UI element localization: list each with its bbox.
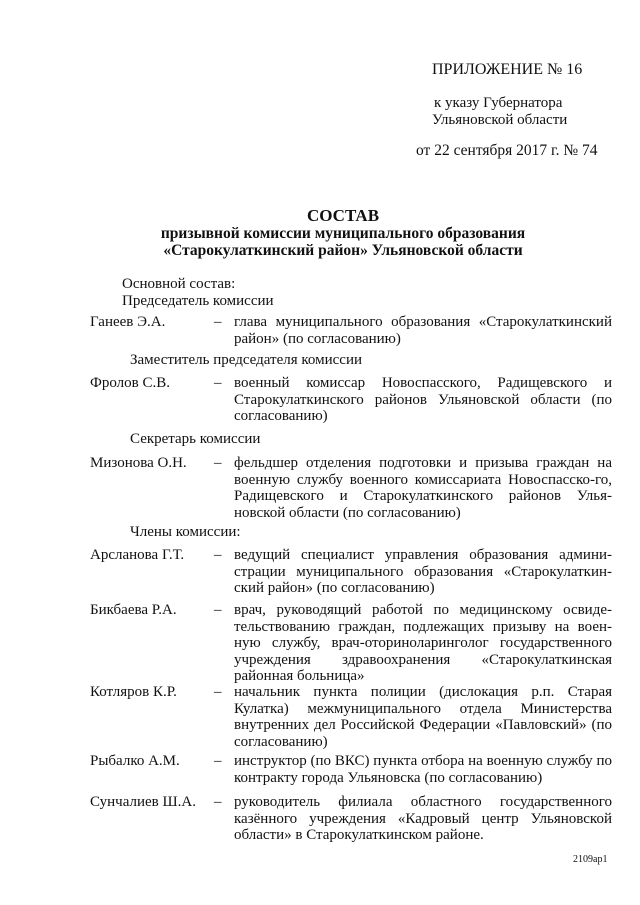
appendix-title: ПРИЛОЖЕНИЕ № 16 bbox=[432, 61, 583, 78]
member-name: Котляров К.Р. bbox=[90, 684, 177, 700]
member-position: врач, руководящий работой по медицинскому освиде-тельствованию граждан, подлежащих призыву на воен-ную службу, врач-оториноларинголог государственного учреждения здравоохранения «Старокулаткинская районная больница» bbox=[234, 602, 612, 685]
member-name: Фролов С.В. bbox=[90, 375, 170, 391]
section-chairman: Председатель комиссии bbox=[122, 293, 274, 309]
entry-dash: – bbox=[214, 547, 222, 563]
entry-dash: – bbox=[214, 753, 222, 769]
footer-document-code: 2109ap1 bbox=[573, 854, 608, 865]
member-position: инструктор (по ВКС) пункта отбора на военную службу по контракту города Ульяновска (по согласованию) bbox=[234, 753, 612, 786]
member-position: начальник пункта полиции (дислокация р.п. Старая Кулатка) межмуниципального отдела Министерства внутренних дел Российской Федерации «Павловский» (по согласованию) bbox=[234, 684, 612, 750]
member-position: руководитель филиала областного государственного казённого учреждения «Кадровый центр Ульяновской области» в Старокулаткинском районе. bbox=[234, 794, 612, 844]
member-name: Мизонова О.Н. bbox=[90, 455, 187, 471]
entry-dash: – bbox=[214, 602, 222, 618]
member-name: Бикбаева Р.А. bbox=[90, 602, 177, 618]
entry-dash: – bbox=[214, 684, 222, 700]
decree-reference-line2: Ульяновской области bbox=[432, 112, 568, 128]
member-name: Рыбалко А.М. bbox=[90, 753, 180, 769]
section-secretary: Секретарь комиссии bbox=[130, 431, 261, 447]
section-main-composition: Основной состав: bbox=[122, 276, 236, 292]
entry-dash: – bbox=[214, 794, 222, 810]
document-title: СОСТАВ bbox=[306, 206, 380, 225]
decree-reference-line1: к указу Губернатора bbox=[434, 95, 563, 111]
member-name: Ганеев Э.А. bbox=[90, 314, 166, 330]
decree-date: от 22 сентября 2017 г. № 74 bbox=[416, 142, 598, 159]
document-subtitle-line2: «Старокулаткинский район» Ульяновской области bbox=[163, 242, 523, 259]
member-name: Арсланова Г.Т. bbox=[90, 547, 185, 563]
section-members: Члены комиссии: bbox=[130, 524, 241, 540]
member-position: военный комиссар Новоспасского, Радищевского и Старокулаткинского районов Ульяновской области (по согласованию) bbox=[234, 375, 612, 425]
member-name: Сунчалиев Ш.А. bbox=[90, 794, 196, 810]
section-deputy: Заместитель председателя комиссии bbox=[130, 352, 363, 368]
entry-dash: – bbox=[214, 314, 222, 330]
member-position: ведущий специалист управления образования админи-страции муниципального образования «Старокулаткин-ский район» (по согласованию) bbox=[234, 547, 612, 597]
member-position: фельдшер отделения подготовки и призыва граждан на военную службу военного комиссариата Новоспасско-го, Радищевского и Старокулаткинского районов Улья-новской области (по согласованию) bbox=[234, 455, 612, 521]
document-subtitle-line1: призывной комиссии муниципального образования bbox=[160, 225, 526, 242]
member-position: глава муниципального образования «Старокулаткинский район» (по согласованию) bbox=[234, 314, 612, 347]
entry-dash: – bbox=[214, 455, 222, 471]
entry-dash: – bbox=[214, 375, 222, 391]
